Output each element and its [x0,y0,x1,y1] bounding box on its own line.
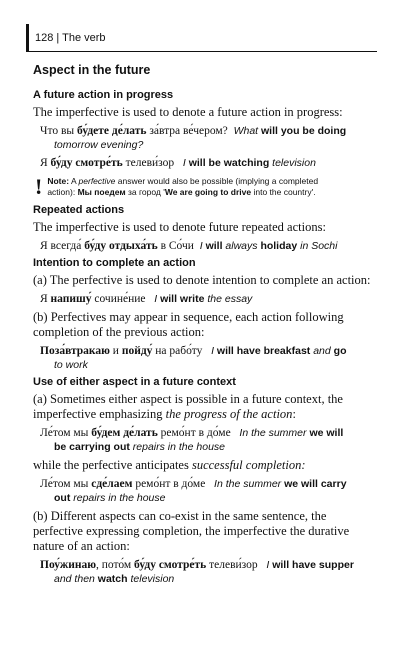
header-rule [26,51,377,52]
s3-para-a: (a) The perfective is used to denote intention to complete an action: [33,273,371,287]
page-label: 128 | The verb [35,32,106,44]
page-header [26,24,106,52]
content [33,63,378,590]
s1-heading: A future action in progress [33,89,174,101]
s4-example-1: Ле́том мы бу́дем де́лать ремо́нт в до́ме In the summer we will be carrying out repairs in the house [40,427,344,453]
section-title: Aspect in the future [33,63,151,77]
s3-heading: Intention to complete an action [33,257,196,269]
s1-example-1: Что вы бу́дете де́лать за́втра ве́чером? What will you be doing tomorrow evening? [40,125,347,151]
s3-example-2: Поза́втракаю и пойду́ на рабо́ту I will have breakfast and go to work [40,345,347,371]
s1-example-2: Я бу́ду смотре́ть телеви́зор I will be watching television [40,157,316,169]
s4-heading: Use of either aspect in a future context [33,376,236,388]
s4-example-2: Ле́том мы сде́лаем ремо́нт в до́ме In the summer we will carry out repairs in the house [40,478,347,504]
s2-example: Я всегда́ бу́ду отдыха́ть в Со́чи I will always holiday in Sochi [40,240,338,252]
note-box: ! Note: A perfective answer would also be possible (implying a completed action): Мы поедем за город 'We are going to drive into the country'. [35,174,319,199]
s3-example-1: Я напишу́ сочине́ние I will write the essay [40,293,253,305]
s4-example-3: Поу́жинаю, пото́м бу́ду смотре́ть телеви́зор I will have supper and then watch television [40,559,354,585]
s4-para-b: (b) Different aspects can co-exist in the same sentence, the perfective expressing completion, the imperfective the durative nature of an action: [33,509,350,553]
s2-intro: The imperfective is used to denote future repeated actions: [33,220,326,234]
exclamation-icon: ! [35,174,43,199]
s4-para-a: (a) Sometimes either aspect is possible in a future context, the imperfective emphasizing the progress of the action: [33,392,343,421]
s1-intro: The imperfective is used to denote a future action in progress: [33,105,343,119]
s2-heading: Repeated actions [33,204,125,216]
s4-para-mid: while the perfective anticipates successful completion: [33,458,306,472]
header-bar [26,24,29,52]
s3-para-b: (b) Perfectives may appear in sequence, each action following completion of the previous action: [33,310,344,339]
